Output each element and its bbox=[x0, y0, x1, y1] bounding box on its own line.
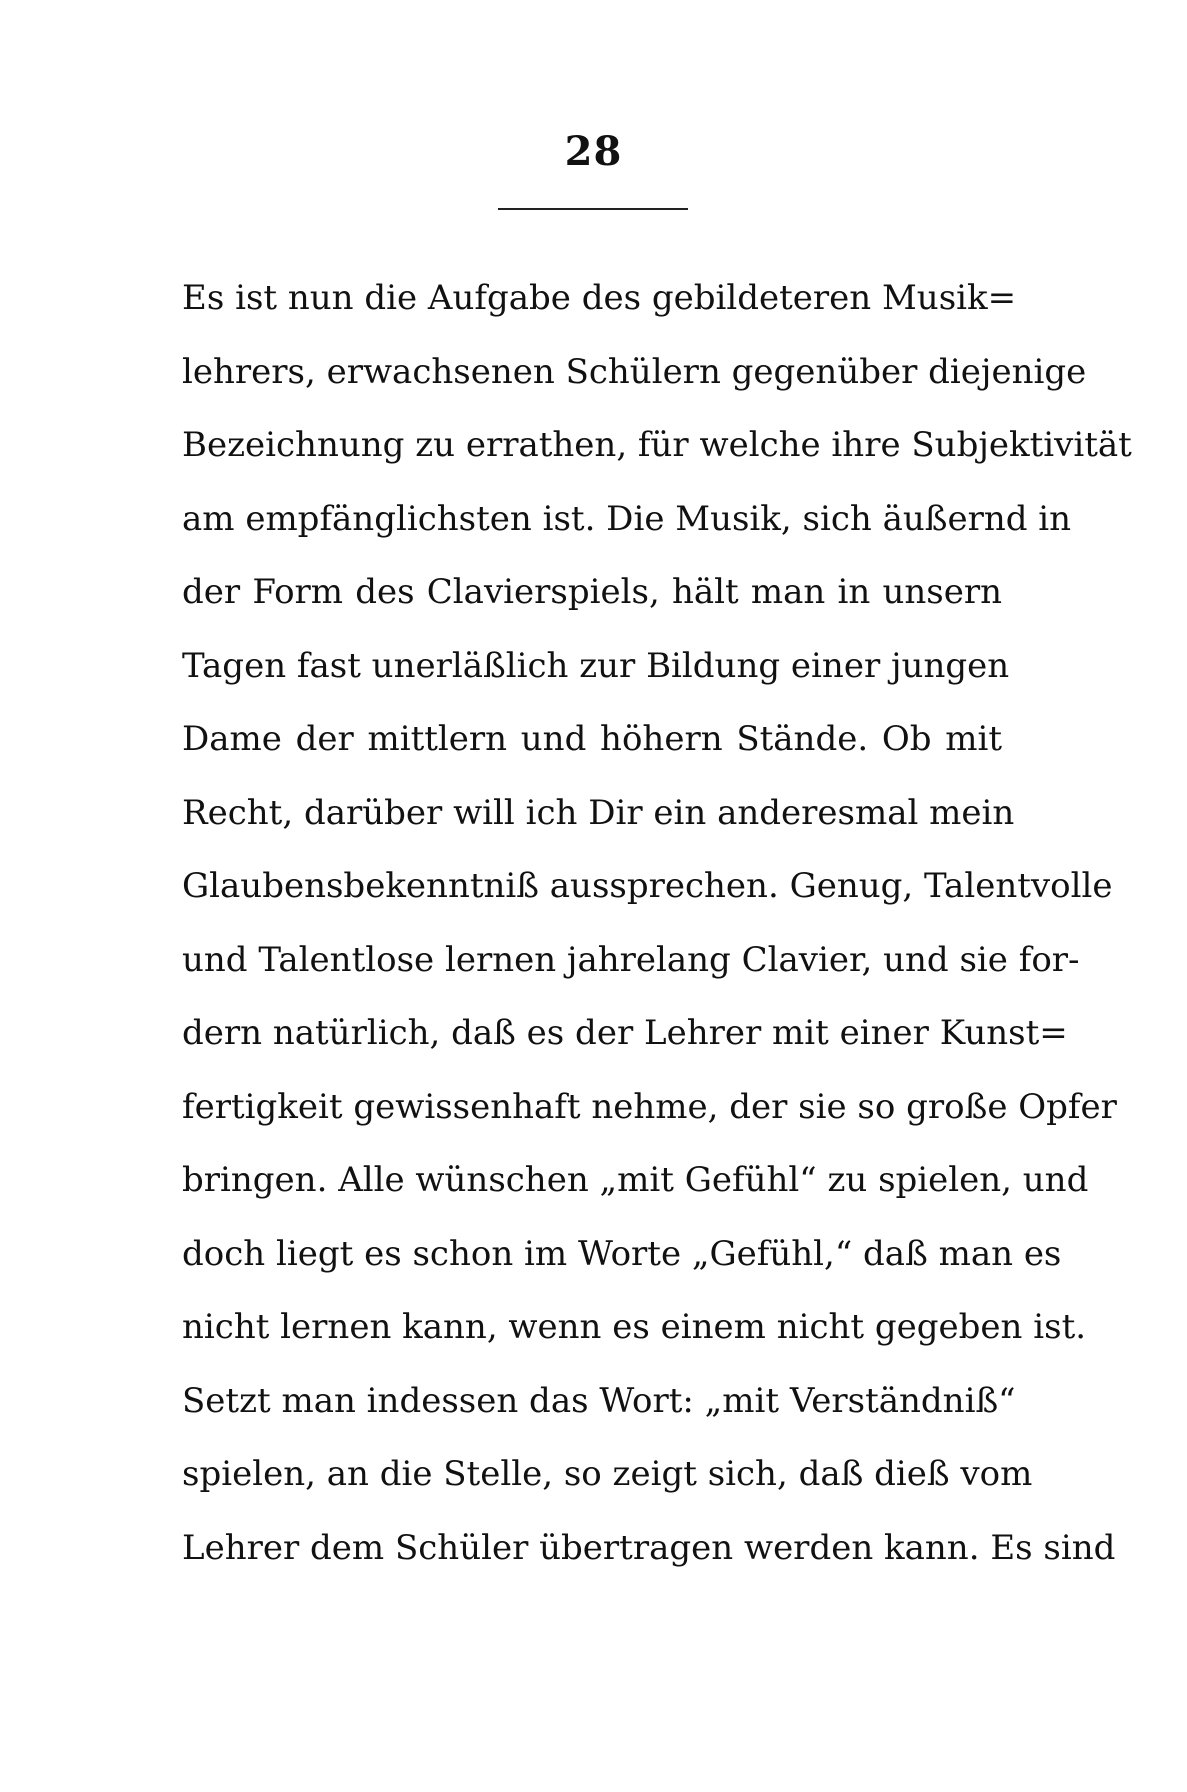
text-line: der Form des Clavierspiels, hält man in unsern bbox=[182, 572, 1002, 612]
text-line: dern natürlich, daß es der Lehrer mit einer Kunst= bbox=[182, 1013, 1068, 1053]
text-line: Lehrer dem Schüler übertragen werden kann. Es sind bbox=[182, 1527, 1116, 1568]
text-line: Recht, darüber will ich Dir ein anderesmal mein bbox=[182, 792, 1015, 833]
text-line: am empfänglichsten ist. Die Musik, sich äußernd in bbox=[182, 498, 1072, 539]
text-line: Glaubensbekenntniß aussprechen. Genug, Talentvolle bbox=[182, 866, 1113, 906]
text-line: Dame der mittlern und höhern Stände. Ob mit bbox=[182, 719, 1002, 759]
page-number: 28 bbox=[564, 128, 623, 175]
text-line: Es ist nun die Aufgabe des gebildeteren Musik= bbox=[182, 278, 1017, 318]
text-line: Setzt man indessen das Wort: „mit Verständniß“ bbox=[182, 1380, 1016, 1421]
text-line: Tagen fast unerläßlich zur Bildung einer jungen bbox=[182, 645, 1010, 686]
header-divider bbox=[498, 208, 688, 210]
text-line: Bezeichnung zu errathen, für welche ihre Subjektivität bbox=[182, 425, 1132, 465]
text-line: nicht lernen kann, wenn es einem nicht gegeben ist. bbox=[182, 1307, 1087, 1347]
body-text bbox=[182, 262, 1132, 1585]
text-line: und Talentlose lernen jahrelang Clavier, und sie for- bbox=[182, 939, 1080, 980]
text-line: lehrers, erwachsenen Schülern gegenüber diejenige bbox=[182, 351, 1087, 392]
text-line: fertigkeit gewissenhaft nehme, der sie so große Opfer bbox=[182, 1086, 1117, 1127]
text-line: spielen, an die Stelle, so zeigt sich, daß dieß vom bbox=[182, 1454, 1033, 1494]
text-line: doch liegt es schon im Worte „Gefühl,“ daß man es bbox=[182, 1233, 1062, 1274]
text-line: bringen. Alle wünschen „mit Gefühl“ zu spielen, und bbox=[182, 1160, 1089, 1200]
